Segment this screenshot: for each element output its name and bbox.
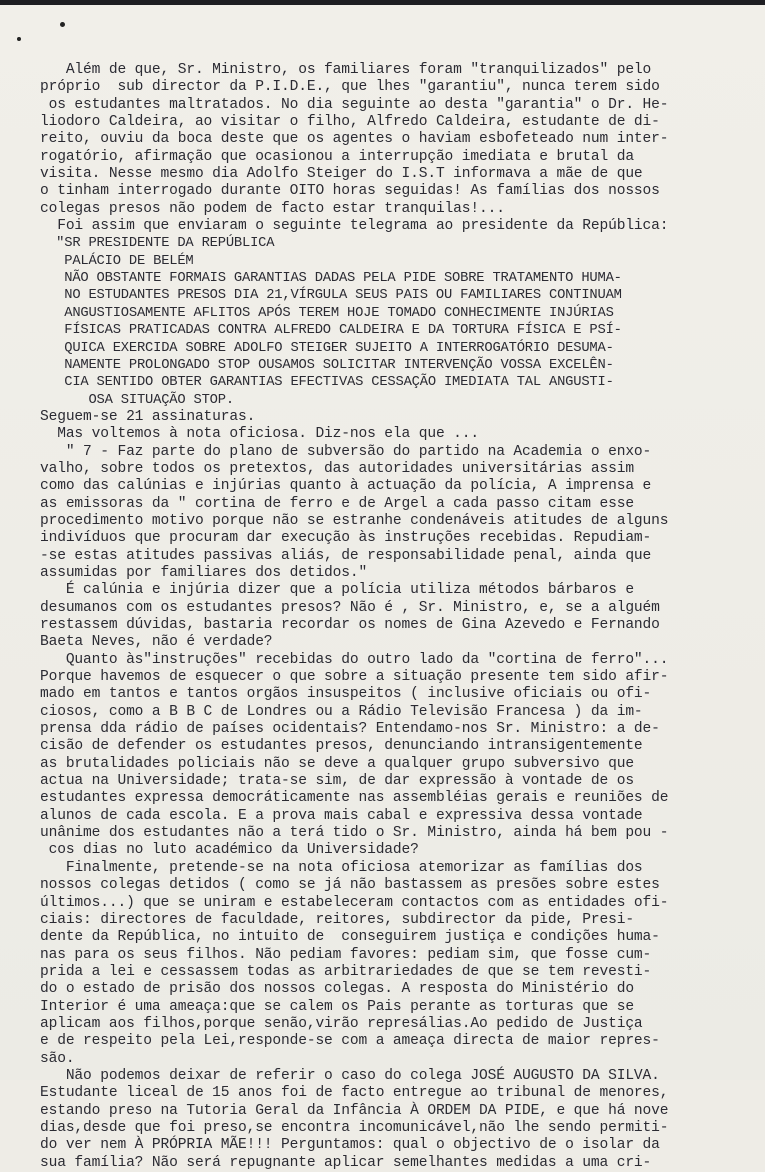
text-line: as emissoras da " cortina de ferro e de Argel a cada passo citam esse [40,495,634,512]
text-line: próprio sub director da P.I.D.E., que lhes "garantiu", nunca terem sido [40,79,660,96]
telegram-line: ANGUSTIOSAMENTE AFLITOS APÓS TEREM HOJE TOMADO CONHECIMENTE INJÚRIAS [40,305,614,321]
text-line: os estudantes maltratados. No dia seguinte ao desta "garantia" o Dr. He- [40,96,669,113]
text-line: Baeta Neves, não é verdade? [40,634,273,651]
text-line: Quanto às"instruções" recebidas do outro lado da "cortina de ferro"... [40,651,669,668]
text-line: prensa dda rádio de países ocidentais? Entendamo-nos Sr. Ministro: a de- [40,721,660,738]
ink-speck [60,22,65,27]
text-line: são. [40,1050,75,1067]
text-line: actua na Universidade; trata-se sim, de dar expressão à vontade de os [40,773,634,790]
text-line: e de respeito pela Lei,responde-se com a ameaça directa de maior repres- [40,1033,660,1050]
text-line: nas para os seus filhos. Não pediam favores: pediam sim, que fosse cum- [40,946,652,963]
text-line: ciais: directores de faculdade, reitores, subdirector da pide, Presi- [40,911,634,928]
text-line: como das calúnias e injúrias quanto à actuação da polícia, A imprensa e [40,478,652,495]
text-line: indivíduos que procuram dar execução às instruções recebidas. Repudiam- [40,530,652,547]
telegram-line: "SR PRESIDENTE DA REPÚBLICA [40,236,275,252]
text-line: Estudante liceal de 15 anos foi de facto entregue ao tribunal de menores, [40,1085,669,1102]
text-line: aplicam aos filhos,porque senão,virão represálias.Ao pedido de Justiça [40,1015,643,1032]
text-line: Não podemos deixar de referir o caso do colega JOSÉ AUGUSTO DA SILVA. [40,1067,660,1084]
text-line: colegas presos não podem de facto estar tranquilas!... [40,200,505,217]
text-line: Além de que, Sr. Ministro, os familiares foram "tranquilizados" pelo [40,62,652,78]
text-line: Porque havemos de esquecer o que sobre a situação presente tem sido afir- [40,669,669,686]
text-line: " 7 - Faz parte do plano de subversão do partido na Academia o enxo- [40,443,652,460]
text-line: as brutalidades policiais não se deve a qualquer grupo subversivo que [40,755,634,772]
text-line: o tinham interrogado durante OITO horas seguidas! As famílias dos nossos [40,183,660,200]
text-line: estudantes expressa democráticamente nas assembléias gerais e reuniões de [40,790,669,807]
text-line: últimos...) que se uniram e estabeleceram contactos com as entidades ofi- [40,894,669,911]
text-line: procedimento motivo porque não se estranhe condenáveis atitudes de alguns [40,512,669,529]
text-line: cisão de defender os estudantes presos, denunciando intransigentemente [40,738,643,755]
telegram-line: OSA SITUAÇÃO STOP. [40,392,234,408]
text-line: restassem dúvidas, bastaria recordar os nomes de Gina Azevedo e Fernando [40,617,660,633]
text-line: Seguem-se 21 assinaturas. [40,408,256,425]
text-line: Foi assim que enviaram o seguinte telegrama ao presidente da República: [40,218,669,235]
text-line: desumanos com os estudantes presos? Não é , Sr. Ministro, e, se a alguém [40,599,660,616]
text-line: do o estado de prisão dos nossos colegas. A resposta do Ministério do [40,981,634,998]
text-line: sua família? Não será repugnante aplicar semelhantes medidas a uma cri- [40,1154,652,1171]
text-line: Mas voltemos à nota oficiosa. Diz-nos ela que ... [40,426,479,443]
text-line: -se estas atitudes passivas aliás, de responsabilidade penal, ainda que [40,547,652,564]
text-line: estando preso na Tutoria Geral da Infância À ORDEM DA PIDE, e que há nove [40,1102,669,1119]
text-line: É calúnia e injúria dizer que a polícia utiliza métodos bárbaros e [40,582,634,599]
text-line: mado em tantos e tantos orgãos insuspeitos ( inclusive oficiais ou ofi- [40,686,652,703]
telegram-line: CIA SENTIDO OBTER GARANTIAS EFECTIVAS CESSAÇÃO IMEDIATA TAL ANGUSTI- [40,375,614,391]
text-line: assumidas por familiares dos detidos." [40,564,368,581]
text-line: dente da República, no intuito de conseguirem justiça e condições huma- [40,929,660,946]
text-line: dias,desde que foi preso,se encontra incomunicável,não lhe sendo permiti- [40,1119,669,1136]
telegram-line: NAMENTE PROLONGADO STOP OUSAMOS SOLICITAR INTERVENÇÃO VOSSA EXCELÊN- [40,357,614,373]
text-line: Interior é uma ameaça:que se calem os Pais perante as torturas que se [40,998,634,1015]
text-line: cos dias no luto académico da Universidade? [40,842,419,859]
text-line: do ver nem À PRÓPRIA MÃE!!! Perguntamos: qual o objectivo de o isolar da [40,1137,660,1154]
text-line: reito, ouviu da boca deste que os agentes o haviam esbofeteado num inter- [40,131,669,148]
text-line: Finalmente, pretende-se na nota oficiosa atemorizar as famílias dos [40,859,643,876]
text-line: valho, sobre todos os pretextos, das autoridades universitárias assim [40,460,634,477]
text-line: alunos de cada escola. E a prova mais cabal e expressiva dessa vontade [40,807,643,824]
telegram-line: NÃO OBSTANTE FORMAIS GARANTIAS DADAS PELA PIDE SOBRE TRATAMENTO HUMA- [40,271,622,287]
telegram-line: FÍSICAS PRATICADAS CONTRA ALFREDO CALDEIRA E DA TORTURA FÍSICA E PSÍ- [40,323,622,339]
text-line: rogatório, afirmação que ocasionou a interrupção imediata e brutal da [40,148,634,165]
text-line: nossos colegas detidos ( como se já não bastassem as presões sobre estes [40,877,660,894]
text-line: prida a lei e cessassem todas as arbitrariedades de que se tem revesti- [40,963,652,980]
scan-top-edge [0,0,765,5]
telegram-line: PALÁCIO DE BELÉM [40,253,194,269]
text-line: liodoro Caldeira, ao visitar o filho, Alfredo Caldeira, estudante de di- [40,114,660,131]
ink-speck [17,37,21,41]
document-body [40,62,740,1172]
telegram-line: QUICA EXERCIDA SOBRE ADOLFO STEIGER SUJEITO A INTERROGATÓRIO DESUMA- [40,340,614,356]
text-line: ciosos, como a B B C de Londres ou a Rádio Televisão Francesa ) da im- [40,703,643,720]
text-line: visita. Nesse mesmo dia Adolfo Steiger do I.S.T informava a mãe de que [40,166,643,183]
telegram-line: NO ESTUDANTES PRESOS DIA 21,VÍRGULA SEUS PAIS OU FAMILIARES CONTINUAM [40,288,622,304]
text-line: unânime dos estudantes não a terá tido o Sr. Ministro, ainda há bem pou - [40,825,669,842]
